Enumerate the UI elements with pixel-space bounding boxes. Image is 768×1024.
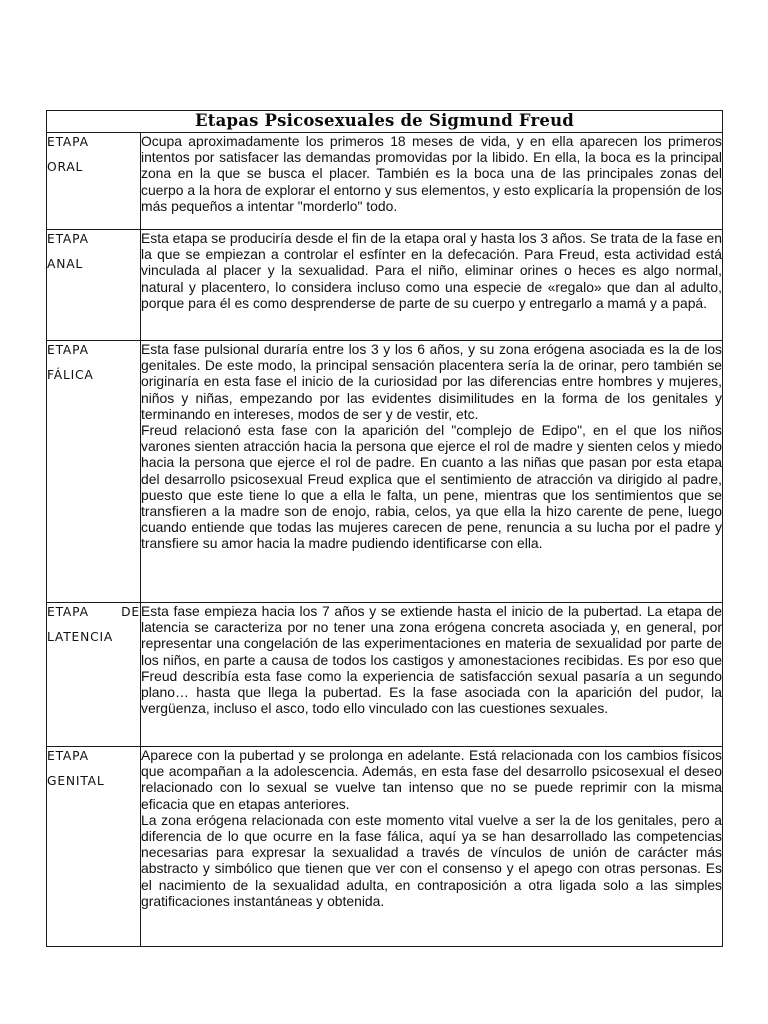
stage-description-paragraph: Esta fase empieza hacia los 7 años y se extiende hasta el inicio de la pubertad. La etapa de latencia se caracteriza por no tener una zona erógena concreta asociada y, en general, por representar una congelación de las experimentaciones en materia de sexualidad por parte de los niños, en parte a causa de todos los castigos y amonestaciones recibidas. Es por eso que Freud describía esta fase como la experiencia de satisfacción sexual pasaría a un segundo plano… hasta que llega la pubertad. Es la fase asociada con la aparición del pudor, la vergüenza, incluso el asco, todo ello vinculado con las cuestiones sexuales.: [141, 603, 722, 717]
stage-label-line1: ETAPA: [47, 343, 89, 357]
stage-label-line2: LATENCIA: [47, 630, 114, 644]
stage-name-cell: [47, 603, 141, 747]
stage-description-cell: [141, 747, 723, 947]
stage-description-cell: [141, 341, 723, 603]
table-row: [47, 133, 723, 230]
stage-description-paragraph: Ocupa aproximadamente los primeros 18 meses de vida, y en ella aparecen los primeros intentos por satisfacer las demandas promovidas por la libido. En ella, la boca es la principal zona en la que se busca el placer. También es la boca una de las principales zonas del cuerpo a la hora de explorar el entorno y sus elementos, y esto explicaría la propensión de los más pequeños a intentar "morderlo" todo.: [141, 133, 722, 214]
stage-name-cell: [47, 747, 141, 947]
stage-label-line1: ETAPA: [47, 135, 89, 149]
table-row: [47, 747, 723, 947]
table-row: [47, 230, 723, 341]
table-row: [47, 603, 723, 747]
stage-description-cell: [141, 603, 723, 747]
stage-label-line2: GENITAL: [47, 774, 105, 788]
stage-description-paragraph: Freud relacionó esta fase con la aparición del "complejo de Edipo", en el que los niños varones sienten atracción hacia la persona que ejerce el rol de madre y sienten celos y miedo hacia la persona que ejerce el rol de padre. En cuanto a las niñas que pasan por esta etapa del desarrollo psicosexual Freud explica que el sentimiento de atracción va dirigido al padre, puesto que este tiene lo que a ella le falta, un pene, mientras que los sentimientos que se transfieren a la madre son de enojo, rabia, celos, ya que ella la hizo carente de pene, luego cuando entiende que todas las mujeres carecen de pene, renuncia a su lucha por el padre y transfiere su amor hacia la madre pudiendo identificarse con ella.: [141, 422, 722, 552]
stage-description-paragraph: Esta etapa se produciría desde el fin de la etapa oral y hasta los 3 años. Se trata de la fase en la que se empiezan a controlar el esfínter en la defecación. Para Freud, esta actividad está vinculada al placer y la sexualidad. Para el niño, eliminar orines o heces es algo normal, natural y placentero, lo considera incluso como una especie de «regalo» que dan al adulto, porque para él es como desprenderse de parte de su cuerpo y entregarlo a mamá y a papá.: [141, 230, 722, 311]
freud-stages-table: [46, 110, 723, 947]
stage-label-line1: ETAPA DE: [47, 605, 140, 619]
stage-label-line2: FÁLICA: [47, 368, 94, 382]
stage-description-paragraph: Esta fase pulsional duraría entre los 3 y los 6 años, y su zona erógena asociada es la de los genitales. De este modo, la principal sensación placentera sería la de orinar, pero también se originaría en esta fase el inicio de la curiosidad por las diferencias entre hombres y mujeres, niños y niñas, empezando por las evidentes disimilitudes en la forma de los genitales y terminando en intereses, modos de ser y de vestir, etc.: [141, 341, 722, 422]
stage-name-cell: [47, 133, 141, 230]
stage-label-line2: ANAL: [47, 257, 84, 271]
stage-label-line1: ETAPA: [47, 232, 89, 246]
stage-description-cell: [141, 230, 723, 341]
stage-description-paragraph: La zona erógena relacionada con este momento vital vuelve a ser la de los genitales, pero a diferencia de lo que ocurre en la fase fálica, aquí ya se han desarrollado las competencias necesarias para expresar la sexualidad a través de vínculos de unión de carácter más abstracto y simbólico que tienen que ver con el consenso y el apego con otras personas. Es el nacimiento de la sexualidad adulta, en contraposición a otra ligada solo a las simples gratificaciones instantáneas y obtenida.: [141, 811, 722, 909]
table-header-row: [47, 111, 723, 133]
stage-name-cell: [47, 230, 141, 341]
table-title: Etapas Psicosexuales de Sigmund Freud: [47, 111, 723, 133]
stage-description-cell: [141, 133, 723, 230]
stage-label-line1: ETAPA: [47, 749, 89, 763]
stage-description-paragraph: Aparece con la pubertad y se prolonga en adelante. Está relacionada con los cambios físicos que acompañan a la adolescencia. Además, en esta fase del desarrollo psicosexual el deseo relacionado con lo sexual se vuelve tan intenso que no se puede reprimir con la misma eficacia que en etapas anteriores.: [141, 747, 722, 812]
stage-label-line2: ORAL: [47, 160, 84, 174]
table-row: [47, 341, 723, 603]
stage-name-cell: [47, 341, 141, 603]
document-page: [46, 110, 722, 947]
